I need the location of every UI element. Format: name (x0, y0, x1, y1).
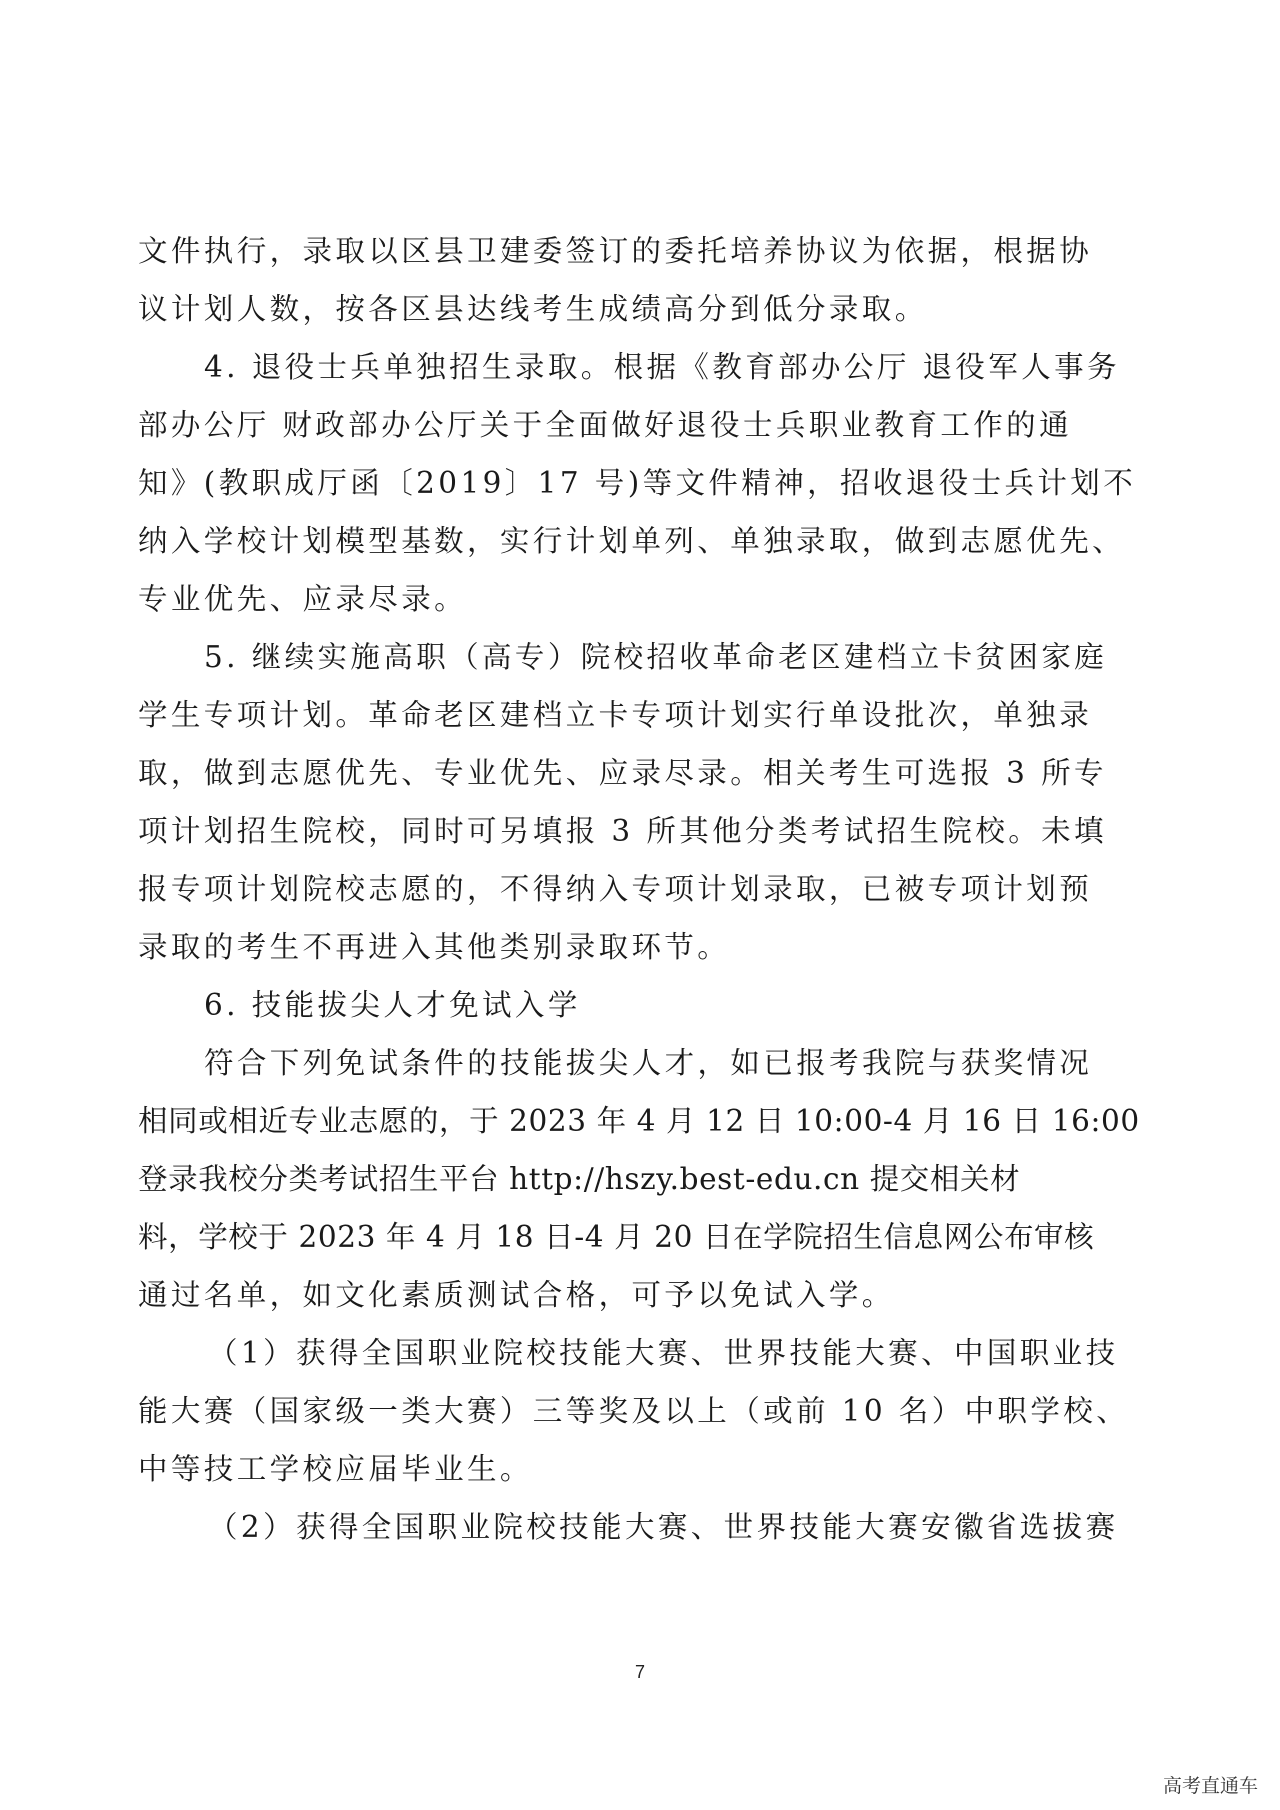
body-line-3: 4. 退役士兵单独招生录取。根据《教育部办公厅 退役军人事务 (204, 350, 1120, 384)
body-line-23: （2）获得全国职业院校技能大赛、世界技能大赛安徽省选拔赛 (208, 1510, 1119, 1544)
body-line-18: 料，学校于 2023 年 4 月 18 日-4 月 20 日在学院招生信息网公布审核 (138, 1220, 1095, 1254)
body-line-22: 中等技工学校应届毕业生。 (138, 1452, 533, 1486)
body-line-1: 文件执行，录取以区县卫建委签订的委托培养协议为依据，根据协 (138, 234, 1093, 268)
body-line-20: （1）获得全国职业院校技能大赛、世界技能大赛、中国职业技 (208, 1336, 1119, 1370)
body-line-8: 5. 继续实施高职（高专）院校招收革命老区建档立卡贫困家庭 (204, 640, 1108, 674)
body-line-10: 取，做到志愿优先、专业优先、应录尽录。相关考生可选报 3 所专 (138, 756, 1107, 790)
body-line-11: 项计划招生院校，同时可另填报 3 所其他分类考试招生院校。未填 (138, 814, 1107, 848)
body-line-13: 录取的考生不再进入其他类别录取环节。 (138, 930, 731, 964)
watermark-text: 高考直通车 (1162, 1775, 1258, 1797)
body-line-2: 议计划人数，按各区县达线考生成绩高分到低分录取。 (138, 292, 928, 326)
body-line-12: 报专项计划院校志愿的，不得纳入专项计划录取，已被专项计划预 (138, 872, 1093, 906)
body-line-4: 部办公厅 财政部办公厅关于全面做好退役士兵职业教育工作的通 (138, 408, 1072, 442)
body-line-5: 知》(教职成厅函〔2019〕17 号)等文件精神，招收退役士兵计划不 (138, 466, 1137, 500)
body-line-6: 纳入学校计划模型基数，实行计划单列、单独录取，做到志愿优先、 (138, 524, 1126, 558)
body-line-7: 专业优先、应录尽录。 (138, 582, 468, 616)
body-line-17: 登录我校分类考试招生平台 http://hszy.best-edu.cn 提交相关材 (138, 1162, 1021, 1196)
document-body (138, 222, 1148, 1556)
body-line-9: 学生专项计划。革命老区建档立卡专项计划实行单设批次，单独录 (138, 698, 1093, 732)
body-line-21: 能大赛（国家级一类大赛）三等奖及以上（或前 10 名）中职学校、 (138, 1394, 1130, 1428)
page-number: 7 (634, 1662, 645, 1682)
body-line-16: 相同或相近专业志愿的，于 2023 年 4 月 12 日 10:00-4 月 16 日 16:00 (138, 1104, 1140, 1138)
body-line-15: 符合下列免试条件的技能拔尖人才，如已报考我院与获奖情况 (204, 1046, 1093, 1080)
section-heading: 6. 技能拔尖人才免试入学 (204, 988, 581, 1022)
body-line-19: 通过名单，如文化素质测试合格，可予以免试入学。 (138, 1278, 895, 1312)
